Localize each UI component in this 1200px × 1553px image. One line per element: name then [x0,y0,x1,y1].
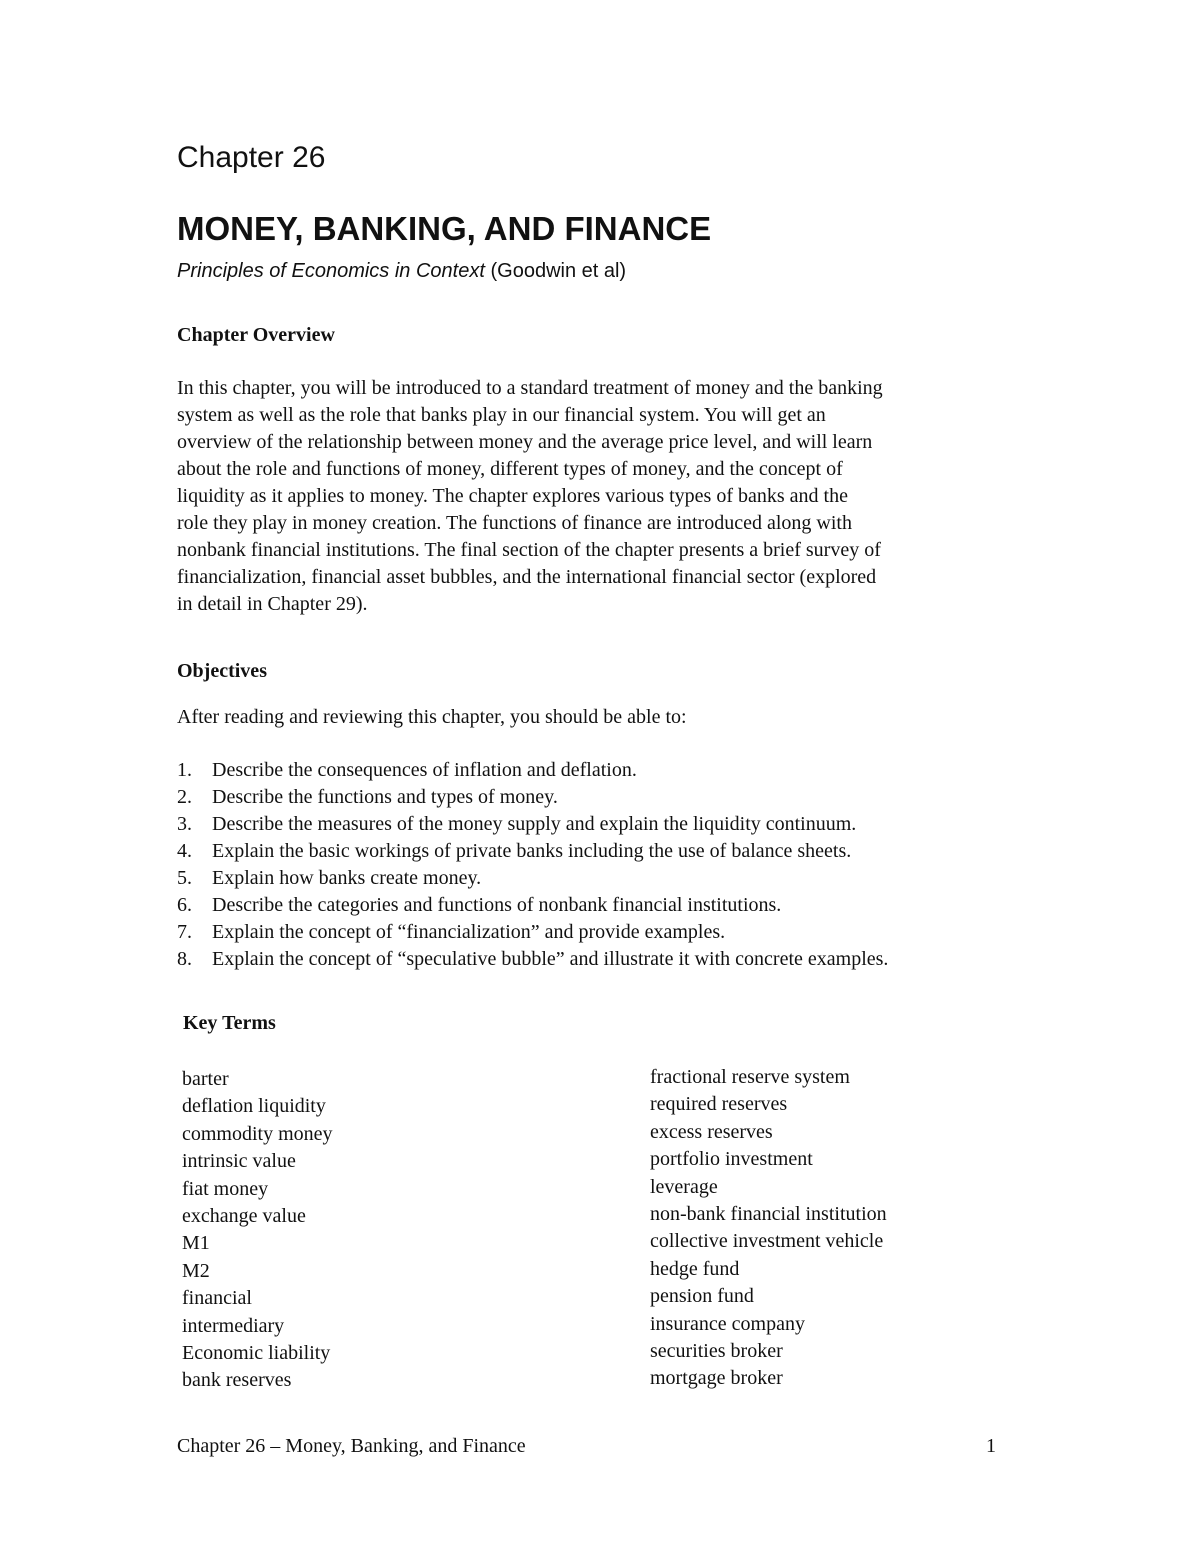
overview-line: liquidity as it applies to money. The chapter explores various types of banks and the [177,485,848,507]
key-term: hedge fund [650,1257,740,1280]
key-term: fractional reserve system [650,1066,850,1088]
objective-text: Describe the functions and types of money. [212,786,558,808]
book-title: Principles of Economics in Context [177,260,485,282]
objective-item [177,838,888,865]
objective-text: Explain the concept of “speculative bubble” and illustrate it with concrete examples. [212,948,889,970]
objective-number: 2. [177,786,192,808]
overview-line: system as well as the role that banks play in our financial system. You will get an [177,404,826,426]
objective-text: Explain the concept of “financialization” and provide examples. [212,921,726,943]
overview-line: overview of the relationship between money and the average price level, and will learn [177,431,873,453]
key-term: fiat money [182,1177,269,1200]
key-term: pension fund [650,1285,754,1308]
key-term: M2 [182,1259,210,1282]
key-term: financial [182,1287,252,1310]
objective-number: 3. [177,813,192,835]
key-term: Economic liability [182,1341,331,1364]
overview-heading: Chapter Overview [177,324,335,346]
key-term: commodity money [182,1122,333,1145]
objective-text: Explain the basic workings of private banks including the use of balance sheets. [212,840,852,862]
key-term: exchange value [182,1204,306,1227]
objective-text: Explain how banks create money. [212,867,482,889]
objectives-list [177,757,888,973]
overview-line: financialization, financial asset bubbles, and the international financial sector (explored [177,566,877,588]
objective-number: 5. [177,867,192,889]
key-term: intrinsic value [182,1150,296,1173]
key-term: leverage [650,1175,718,1198]
key-term: non-bank financial institution [650,1202,887,1225]
key-term: excess reserves [650,1120,773,1143]
objective-item [177,946,888,973]
book-citation [177,258,626,284]
key-term: bank reserves [182,1369,292,1392]
objectives-heading: Objectives [177,660,267,682]
key-terms-left-column [182,1066,333,1395]
objective-item [177,757,888,784]
key-term: M1 [182,1232,210,1255]
objective-number: 7. [177,921,192,943]
objective-number: 8. [177,948,192,970]
objective-text: Describe the categories and functions of nonbank financial institutions. [212,894,782,916]
page-number: 1 [986,1435,996,1457]
objective-text: Describe the consequences of inflation and deflation. [212,759,637,781]
overview-line: In this chapter, you will be introduced to a standard treatment of money and the banking [177,377,883,399]
objective-number: 4. [177,840,192,862]
objective-item [177,865,888,892]
overview-line: about the role and functions of money, different types of money, and the concept of [177,458,843,480]
key-term: mortgage broker [650,1367,783,1390]
objectives-intro: After reading and reviewing this chapter, you should be able to: [177,706,687,728]
key-term: portfolio investment [650,1148,813,1171]
chapter-title: MONEY, BANKING, AND FINANCE [177,210,712,247]
objective-item [177,892,888,919]
overview-line: nonbank financial institutions. The final section of the chapter presents a brief survey of [177,539,881,561]
overview-line: role they play in money creation. The functions of finance are introduced along with [177,512,852,534]
key-term: collective investment vehicle [650,1230,884,1253]
overview-line: in detail in Chapter 29). [177,593,368,615]
key-term: deflation liquidity [182,1095,326,1118]
objective-number: 1. [177,759,192,781]
objective-number: 6. [177,894,192,916]
objective-text: Describe the measures of the money supply and explain the liquidity continuum. [212,813,857,835]
key-terms-right-column [650,1064,887,1393]
key-term: required reserves [650,1093,788,1116]
overview-paragraph [177,375,1037,618]
objective-item [177,811,888,838]
chapter-label: Chapter 26 [177,141,326,174]
book-authors: (Goodwin et al) [484,260,627,282]
objective-item [177,919,888,946]
key-term: securities broker [650,1339,783,1362]
key-term: intermediary [182,1314,285,1337]
key-term: barter [182,1068,229,1090]
objective-item [177,784,888,811]
key-terms-heading: Key Terms [183,1012,276,1034]
page-footer: Chapter 26 – Money, Banking, and Finance [177,1435,526,1457]
key-term: insurance company [650,1312,805,1335]
